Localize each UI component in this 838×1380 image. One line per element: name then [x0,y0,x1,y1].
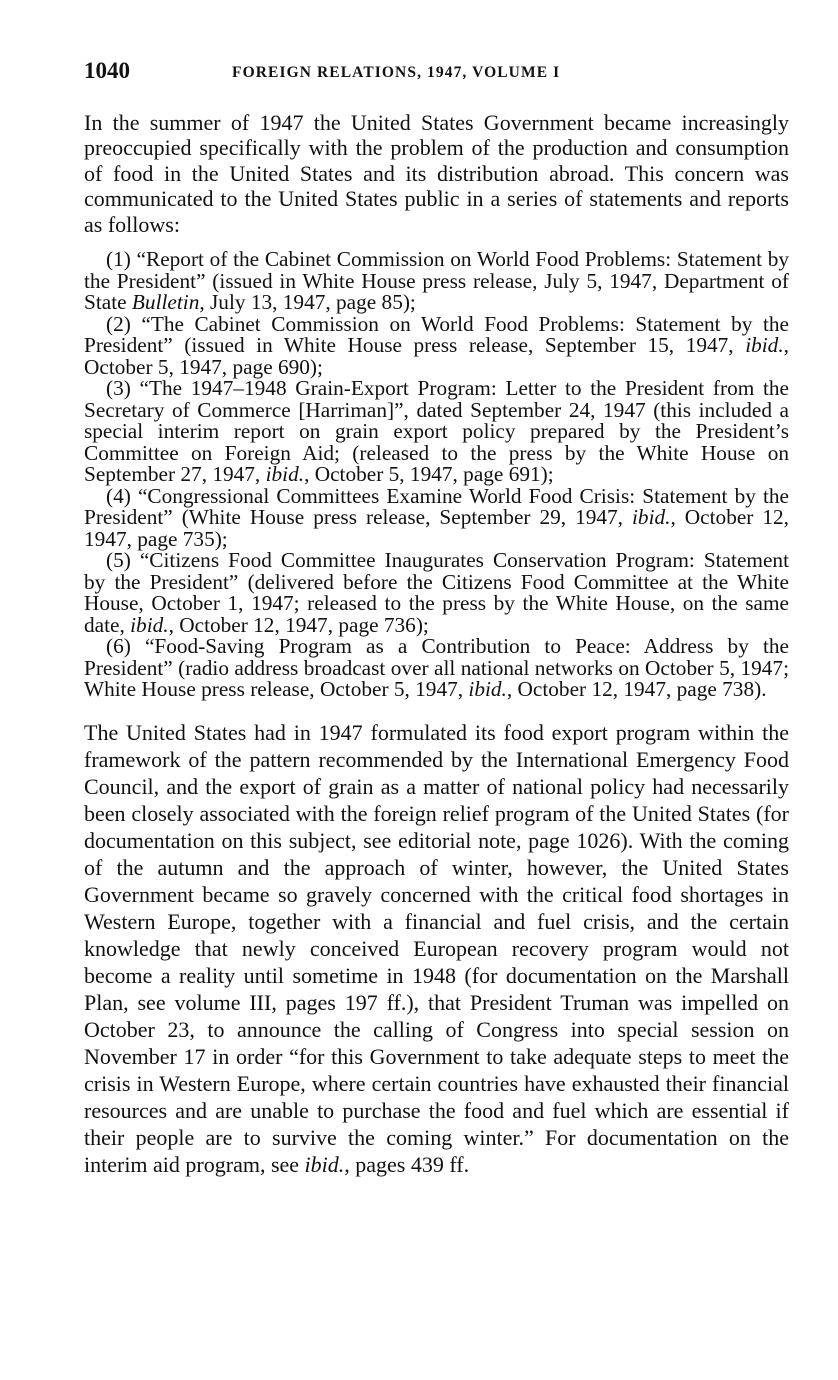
statement-list [84,249,789,701]
page-number: 1040 [84,58,130,83]
running-head [84,58,789,92]
statement-item: (4) “Congressional Committees Examine World Food Crisis: Statement by the President” (White House press release, September 29, 1947, ibid., October 12, 1947, page 735); [84,483,790,551]
intro-paragraph: In the summer of 1947 the United States Government became increasingly preoccupied specifically with the problem of the production and consumption of food in the United States and its distribution abroad. This concern was communicated to the United States public in a series of statements and reports as follows: [84,110,789,237]
document-page [84,58,789,1178]
running-title: FOREIGN RELATIONS, 1947, VOLUME I [232,64,561,81]
statement-item: (6) “Food-Saving Program as a Contribution to Peace: Address by the President” (radio address broadcast over all national networks on October 5, 1947; White House press release, October 5, 1947, ibid., October 12, 1947, page 738). [84,634,789,702]
statement-item: (5) “Citizens Food Committee Inaugurates Conservation Program: Statement by the President” (delivered before the Citizens Food Committee at the White House, October 1, 1947; released to the press by the White House, on the same date, ibid., October 12, 1947, page 736); [84,548,789,637]
statement-item: (2) “The Cabinet Commission on World Food Problems: Statement by the President” (issued in White House press release, September 15, 1947, ibid., October 5, 1947, page 690); [84,311,789,379]
statement-item: (1) “Report of the Cabinet Commission on World Food Problems: Statement by the President” (issued in White House press release, July 5, 1947, Department of State Bulletin, July 13, 1947, page 85); [84,247,789,315]
closing-paragraph: The United States had in 1947 formulated its food export program within the framework of the pattern recommended by the International Emergency Food Council, and the export of grain as a matter of national policy had necessarily been closely associated with the foreign relief program of the United States (for documentation on this subject, see editorial note, page 1026). With the coming of the autumn and the approach of winter, however, the United States Government became so gravely concerned with the critical food shortages in Western Europe, together with a financial and fuel crisis, and the certain knowledge that newly conceived European recovery program would not become a reality until sometime in 1948 (for documentation on the Marshall Plan, see volume III, pages 197 ff.), that President Truman was impelled on October 23, to announce the calling of Congress into special session on November 17 in order “for this Government to take adequate steps to meet the crisis in Western Europe, where certain countries have exhausted their financial resources and are unable to purchase the food and fuel which are essential if their people are to survive the coming winter.” For documentation on the interim aid program, see ibid., pages 439 ff. [84,719,789,1177]
statement-item: (3) “The 1947–1948 Grain-Export Program: Letter to the President from the Secretary of Commerce [Harriman]”, dated September 24, 1947 (this included a special interim report on grain export policy prepared by the President’s Committee on Foreign Aid; (released to the press by the White House on September 27, 1947, ibid., October 5, 1947, page 691); [84,376,789,487]
